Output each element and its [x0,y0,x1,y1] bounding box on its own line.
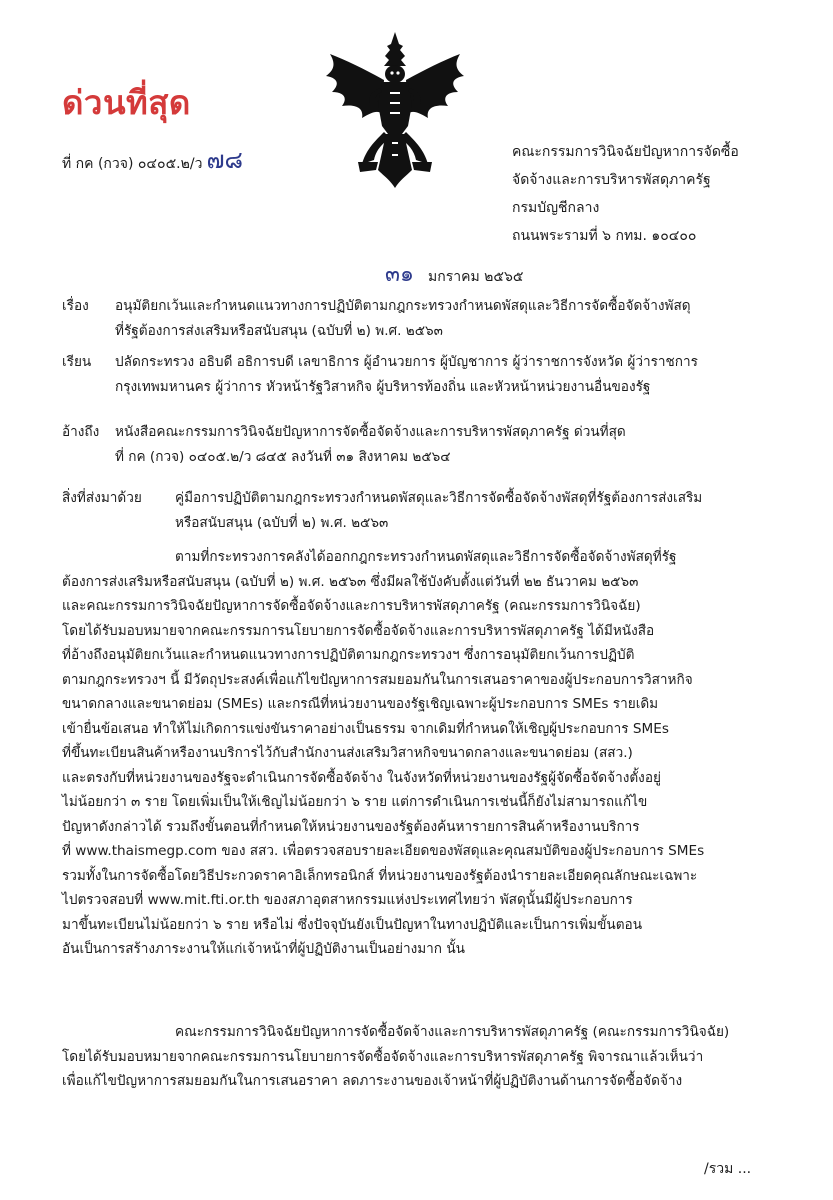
paragraph-line: ที่ขึ้นทะเบียนสินค้าหรืองานบริการไว้กับสำนักงานส่งเสริมวิสาหกิจขนาดกลางและขนาดย่อม (สสว.) [62,745,633,761]
paragraph-line: ตามที่กระทรวงการคลังได้ออกกฎกระทรวงกำหนดพัสดุและวิธีการจัดซื้อจัดจ้างพัสดุที่รัฐ [175,549,677,565]
enclosure-label: สิ่งที่ส่งมาด้วย [62,490,142,506]
reference-label: อ้างถึง [62,424,100,440]
enclosure-line: คู่มือการปฏิบัติตามกฎกระทรวงกำหนดพัสดุและวิธีการจัดซื้อจัดจ้างพัสดุที่รัฐต้องการส่งเสริม [175,490,703,506]
body-paragraph-1 [62,545,704,962]
paragraph-line: ที่ www.thaismegp.com ของ สสว. เพื่อตรวจสอบรายละเอียดของพัสดุและคุณสมบัติของผู้ประกอบการ SMEs [62,843,705,859]
paragraph-line: มาขึ้นทะเบียนไม่น้อยกว่า ๖ ราย หรือไม่ ซึ่งปัจจุบันยังเป็นปัญหาในทางปฏิบัติและเป็นการเพิ่มขั้นตอน [62,916,642,933]
paragraph-line: รวมทั้งในการจัดซื้อโดยวิธีประกวดราคาอิเล็กทรอนิกส์ ที่หน่วยงานของรัฐต้องนำรายละเอียดคุณลักษณะเฉพาะ [62,867,698,884]
paragraph-line: ขนาดกลางและขนาดย่อม (SMEs) และกรณีที่หน่วยงานของรัฐเชิญเฉพาะผู้ประกอบการ SMEs รายเดิม [62,696,659,712]
urgency-stamp: ด่วนที่สุด [62,83,191,122]
subject-block [62,294,772,343]
document-number [62,140,243,179]
paragraph-line: ที่อ้างถึงอนุมัติยกเว้นและกำหนดแนวทางการปฏิบัติตามกฎกระทรวงฯ ซึ่งการอนุมัติยกเว้นการปฏิบัติ [62,647,635,663]
agency-line: จัดจ้างและการบริหารพัสดุภาครัฐ [512,172,711,188]
document-number-handwritten: ๗๘ [206,146,243,174]
recipient-label: เรียน [62,354,92,370]
subject-line: ที่รัฐต้องการส่งเสริมหรือสนับสนุน (ฉบับที่ ๒) พ.ศ. ๒๕๖๓ [115,322,443,339]
paragraph-line: ตามกฎกระทรวงฯ นี้ มีวัตถุประสงค์เพื่อแก้ไขปัญหาการสมยอมกันในการเสนอราคาของผู้ประกอบการวิสาหกิจ [62,671,693,688]
subject-line: อนุมัติยกเว้นและกำหนดแนวทางการปฏิบัติตามกฎกระทรวงกำหนดพัสดุและวิธีการจัดซื้อจัดจ้างพัสดุ [115,298,691,314]
garuda-emblem-icon [322,30,468,190]
reference-block [62,420,772,469]
reference-line: หนังสือคณะกรรมการวินิจฉัยปัญหาการจัดซื้อจัดจ้างและการบริหารพัสดุภาครัฐ ด่วนที่สุด [115,424,626,440]
subject-label: เรื่อง [62,298,89,314]
date-day-handwritten: ๓๑ [385,262,415,287]
paragraph-line: เพื่อแก้ไขปัญหาการสมยอมกันในการเสนอราคา ลดภาระงานของเจ้าหน้าที่ผู้ปฏิบัติงานด้านการจัดซื้อจัดจ้าง [62,1073,683,1089]
date-month-year: มกราคม ๒๕๖๕ [428,269,524,285]
enclosure-line: หรือสนับสนุน (ฉบับที่ ๒) พ.ศ. ๒๕๖๓ [175,514,389,531]
paragraph-line: โดยได้รับมอบหมายจากคณะกรรมการนโยบายการจัดซื้อจัดจ้างและการบริหารพัสดุภาครัฐ ได้มีหนังสือ [62,622,655,639]
paragraph-line: ต้องการส่งเสริมหรือสนับสนุน (ฉบับที่ ๒) พ.ศ. ๒๕๖๓ ซึ่งมีผลใช้บังคับตั้งแต่วันที่ ๒๒ ธันวาคม ๒๕๖๓ [62,573,639,590]
recipient-block [62,350,772,399]
paragraph-line: โดยได้รับมอบหมายจากคณะกรรมการนโยบายการจัดซื้อจัดจ้างและการบริหารพัสดุภาครัฐ พิจารณาแล้วเห็นว่า [62,1048,704,1065]
body-paragraph-2 [62,1020,729,1094]
agency-address [512,138,739,250]
agency-line: กรมบัญชีกลาง [512,200,600,216]
paragraph-line: ไปตรวจสอบที่ www.mit.fti.or.th ของสภาอุตสาหกรรมแห่งประเทศไทยว่า พัสดุนั้นมีผู้ประกอบการ [62,892,633,908]
agency-line: คณะกรรมการวินิจฉัยปัญหาการจัดซื้อ [512,144,739,160]
agency-line: ถนนพระรามที่ ๖ กทม. ๑๐๔๐๐ [512,228,697,244]
continuation-marker: /รวม ... [704,1161,752,1177]
paragraph-line: ไม่น้อยกว่า ๓ ราย โดยเพิ่มเป็นให้เชิญไม่น้อยกว่า ๖ ราย แต่การดำเนินการเช่นนี้ก็ยังไม่สามารถแก้ไข [62,794,648,810]
paragraph-line: และคณะกรรมการวินิจฉัยปัญหาการจัดซื้อจัดจ้างและการบริหารพัสดุภาครัฐ (คณะกรรมการวินิจฉัย) [62,598,641,614]
paragraph-line: อันเป็นการสร้างภาระงานให้แก่เจ้าหน้าที่ผู้ปฏิบัติงานเป็นอย่างมาก นั้น [62,941,465,957]
paragraph-line: เข้ายื่นข้อเสนอ ทำให้ไม่เกิดการแข่งขันราคาอย่างเป็นธรรม จากเดิมที่กำหนดให้เชิญผู้ประกอบการ SMEs [62,720,669,737]
reference-line: ที่ กค (กวจ) ๐๔๐๕.๒/ว ๘๔๕ ลงวันที่ ๓๑ สิงหาคม ๒๕๖๔ [115,448,451,465]
paragraph-line: และตรงกับที่หน่วยงานของรัฐจะดำเนินการจัดซื้อจัดจ้าง ในจังหวัดที่หน่วยงานของรัฐผู้จัดซื้อจัดจ้างตั้งอยู่ [62,769,661,786]
paragraph-line: คณะกรรมการวินิจฉัยปัญหาการจัดซื้อจัดจ้างและการบริหารพัสดุภาครัฐ (คณะกรรมการวินิจฉัย) [175,1024,730,1040]
enclosure-block [62,486,772,535]
paragraph-line: ปัญหาดังกล่าวได้ รวมถึงขั้นตอนที่กำหนดให้หน่วยงานของรัฐต้องค้นหารายการสินค้าหรืองานบริการ [62,818,640,835]
letter-date [385,256,523,291]
recipient-line: กรุงเทพมหานคร ผู้ว่าการ หัวหน้ารัฐวิสาหกิจ ผู้บริหารท้องถิ่น และหัวหน้าหน่วยงานอื่นของรัฐ [115,378,651,395]
document-number-text: ที่ กค (กวจ) ๐๔๐๕.๒/ว [62,156,203,172]
recipient-line: ปลัดกระทรวง อธิบดี อธิการบดี เลขาธิการ ผู้อำนวยการ ผู้บัญชาการ ผู้ว่าราชการจังหวัด ผู้ว่าราชการ [115,354,698,370]
